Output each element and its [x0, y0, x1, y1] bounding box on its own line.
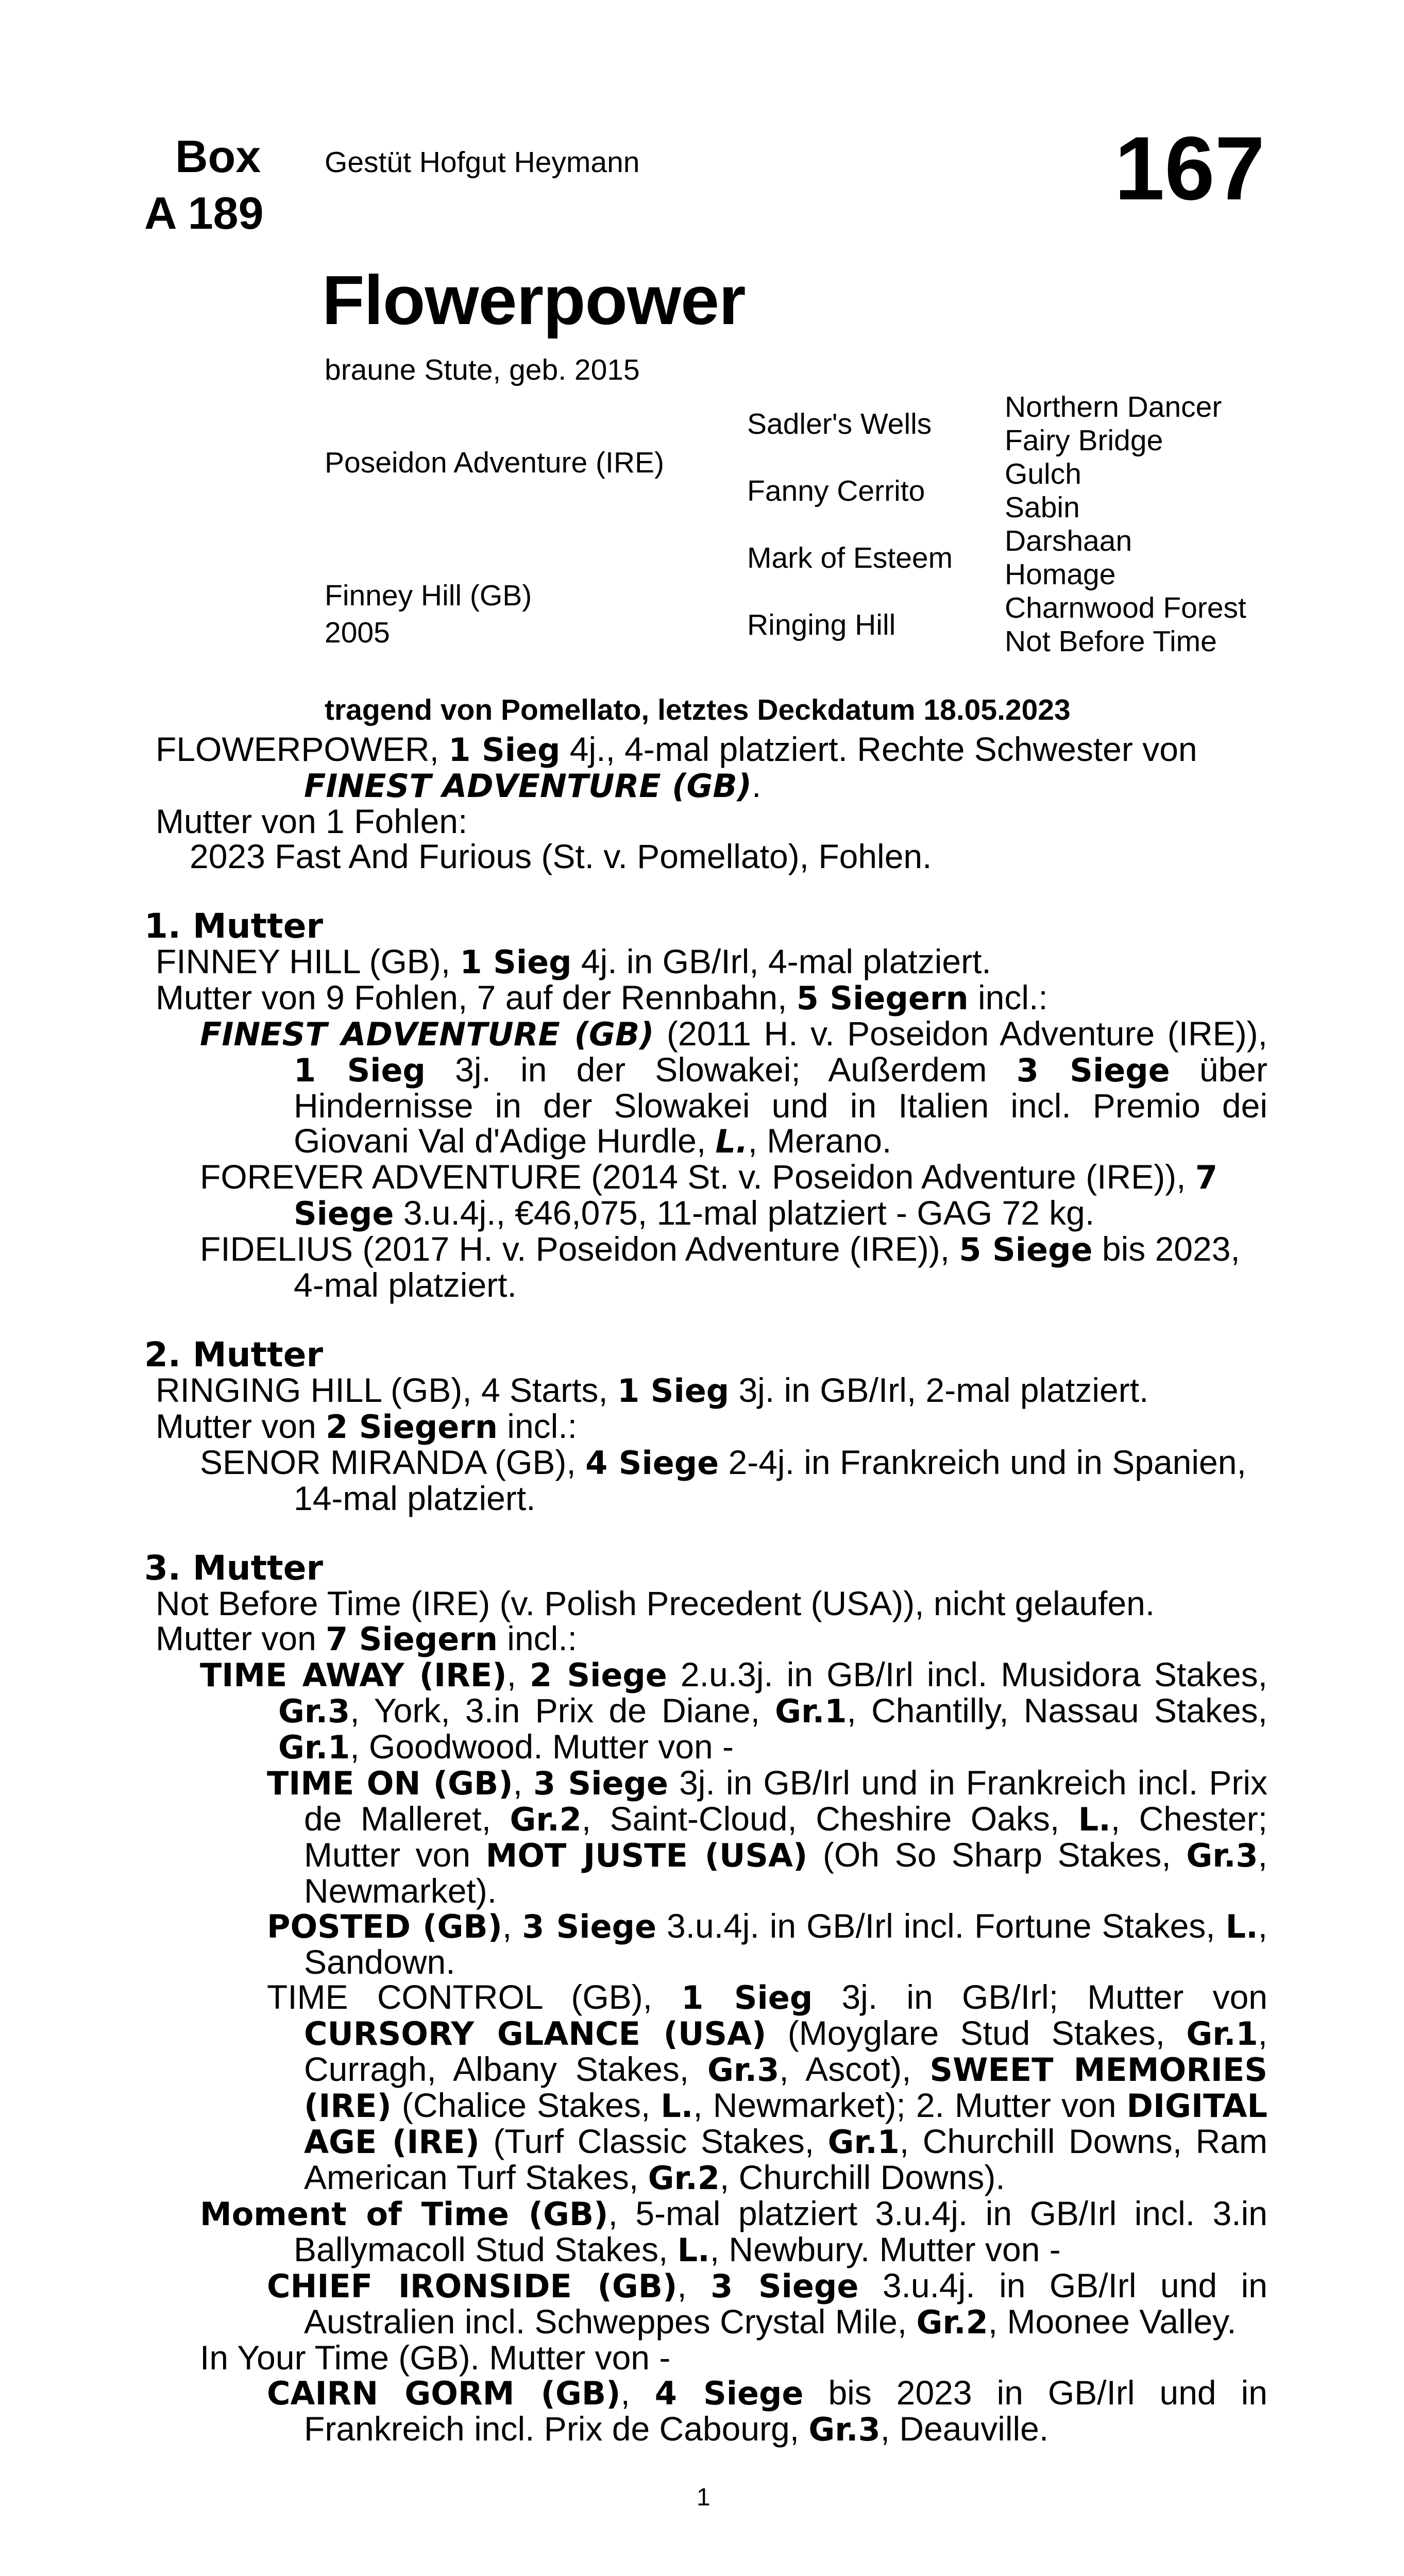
produce-entry: SENOR MIRANDA (GB), 4 Siege 2-4j. in Frankreich und in Spanien, 14-mal platziert. [200, 1443, 1246, 1517]
dam-produce: Mutter von 7 Siegern incl.: [156, 1619, 578, 1658]
dam-produce: Mutter von 9 Fohlen, 7 auf der Rennbahn, 5 Siegern incl.: [156, 978, 1048, 1017]
lot-number: 167 [1114, 118, 1265, 219]
produce-entry: FOREVER ADVENTURE (2014 St. v. Poseidon Adventure (IRE)), 7 Siege 3.u.4j., €46,075, 11-mal platziert - GAG 72 kg. [200, 1158, 1217, 1232]
pedigree-gen3: Homage [1005, 558, 1116, 591]
dam-summary: Not Before Time (IRE) (v. Polish Precedent (USA)), nicht gelaufen. [156, 1584, 1155, 1622]
produce-entry: POSTED (GB), 3 Siege 3.u.4j. in GB/Irl incl. Fortune Stakes, L., Sandown. [267, 1907, 1267, 1981]
pedigree-gen2: Mark of Esteem [747, 541, 953, 574]
box-label: Box [175, 131, 261, 182]
box-number: A 189 [144, 188, 264, 239]
pedigree-gen2: Ringing Hill [747, 608, 896, 641]
pedigree-sire: Poseidon Adventure (IRE) [325, 446, 665, 479]
foal-count: Mutter von 1 Fohlen: [156, 802, 468, 840]
produce-entry: TIME ON (GB), 3 Siege 3j. in GB/Irl und in Frankreich incl. Prix de Malleret, Gr.2, Saint-Cloud, Cheshire Oaks, L., Chester; Mutter von MOT JUSTE (USA) (Oh So Sharp Stakes, Gr.3, Newmarket). [267, 1764, 1268, 1910]
pedigree-gen3: Gulch [1005, 457, 1081, 490]
pedigree-gen3: Not Before Time [1005, 625, 1217, 658]
pedigree-gen2: Fanny Cerrito [747, 474, 925, 507]
pedigree-dam: Finney Hill (GB) [325, 579, 532, 612]
catalogue-body [144, 732, 1267, 2447]
pedigree-gen3: Sabin [1005, 491, 1080, 524]
dam-produce: Mutter von 2 Siegern incl.: [156, 1407, 578, 1446]
horse-name: Flowerpower [322, 261, 746, 339]
foal-entry: 2023 Fast And Furious (St. v. Pomellato), Fohlen. [190, 837, 932, 875]
horse-summary: FLOWERPOWER, 1 Sieg 4j., 4-mal platziert. Rechte Schwester von [156, 730, 1197, 769]
dam-summary: RINGING HILL (GB), 4 Starts, 1 Sieg 3j. in GB/Irl, 2-mal platziert. [156, 1371, 1149, 1410]
section-heading: 2. Mutter [144, 1335, 324, 1375]
pedigree-gen3: Northern Dancer [1005, 391, 1222, 423]
horse-description: braune Stute, geb. 2015 [325, 353, 640, 386]
pedigree-gen3: Fairy Bridge [1005, 424, 1163, 457]
produce-entry: FIDELIUS (2017 H. v. Poseidon Adventure (IRE)), 5 Siege bis 2023, 4-mal platziert. [200, 1230, 1240, 1304]
produce-entry: In Your Time (GB). Mutter von - [200, 2338, 671, 2377]
produce-entry: FINEST ADVENTURE (GB) (2011 H. v. Poseidon Adventure (IRE)), 1 Sieg 3j. in der Slowakei; Außerdem 3 Siege über Hindernisse in der Slowakei und in Italien incl. Premio dei Giovani Val d'Adige Hurdle, L., Merano. [200, 1014, 1268, 1160]
pedigree-dam-year: 2005 [325, 616, 390, 649]
stud-name: Gestüt Hofgut Heymann [325, 146, 640, 179]
page-number: 1 [697, 2484, 711, 2511]
produce-entry: CHIEF IRONSIDE (GB), 3 Siege 3.u.4j. in GB/Irl und in Australien incl. Schweppes Crystal Mile, Gr.2, Moonee Valley. [267, 2266, 1267, 2341]
pedigree-gen3: Darshaan [1005, 524, 1132, 557]
dam-summary: FINNEY HILL (GB), 1 Sieg 4j. in GB/Irl, 4-mal platziert. [156, 942, 991, 981]
pedigree-gen2: Sadler's Wells [747, 408, 932, 440]
section-heading: 1. Mutter [144, 906, 324, 946]
produce-entry: TIME CONTROL (GB), 1 Sieg 3j. in GB/Irl; Mutter von CURSORY GLANCE (USA) (Moyglare Stud Stakes, Gr.1, Curragh, Albany Stakes, Gr.3, Ascot), SWEET MEMORIES (IRE) (Chalice Stakes, L., Newmarket); 2. Mutter von DIGITAL AGE (IRE) (Turf Classic Stakes, Gr.1, Churchill Downs, Ram American Turf Stakes, Gr.2, Churchill Downs). [267, 1978, 1268, 2197]
produce-entry: Moment of Time (GB), 5-mal platziert 3.u.4j. in GB/Irl incl. 3.in Ballymacoll Stud Stakes, L., Newbury. Mutter von - [200, 2194, 1267, 2269]
section-heading: 3. Mutter [144, 1548, 324, 1588]
produce-entry: TIME AWAY (IRE), 2 Siege 2.u.3j. in GB/Irl incl. Musidora Stakes, Gr.3, York, 3.in Prix de Diane, Gr.1, Chantilly, Nassau Stakes, Gr.1, Goodwood. Mutter von - [200, 1655, 1267, 1766]
pregnancy-note: tragend von Pomellato, letztes Deckdatum 18.05.2023 [325, 693, 1071, 726]
produce-entry: CAIRN GORM (GB), 4 Siege bis 2023 in GB/Irl und in Frankreich incl. Prix de Cabourg, Gr.3, Deauville. [267, 2374, 1267, 2448]
horse-summary-cont: FINEST ADVENTURE (GB). [304, 766, 762, 805]
pedigree-gen3: Charnwood Forest [1005, 591, 1246, 624]
